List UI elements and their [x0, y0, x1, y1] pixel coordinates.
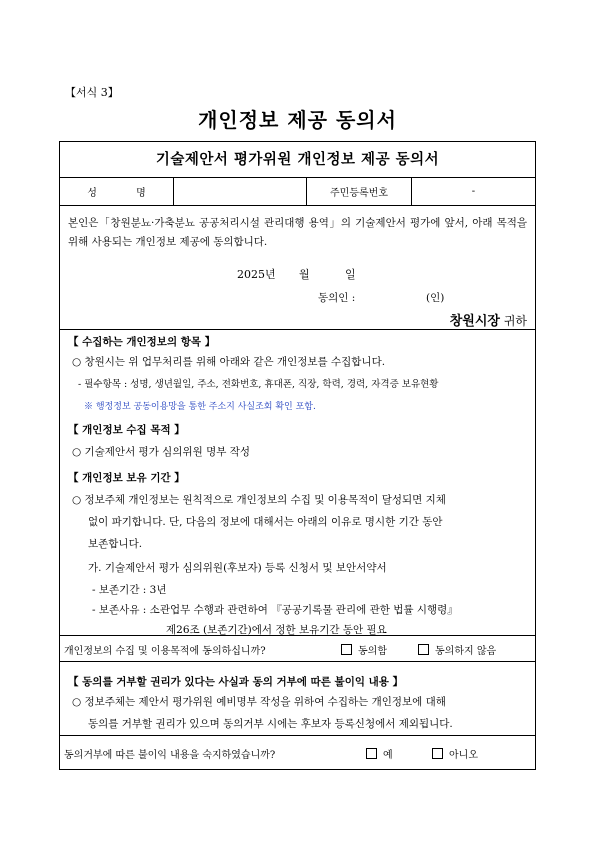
name-field[interactable] [174, 178, 307, 205]
refusal-line-2: 동의를 거부할 권리가 있으며 동의거부 시에는 후보자 등록신청에서 제외됩니다. [88, 718, 453, 730]
collect-line-1: ○ 창원시는 위 업무처리를 위해 아래와 같은 개인정보를 수집합니다. [72, 356, 386, 368]
retention-line-3: 보존합니다. [88, 538, 143, 550]
checkbox-no[interactable] [432, 748, 443, 759]
acknowledge-no-label: 아니오 [449, 750, 478, 761]
consent-agree-option[interactable] [341, 642, 387, 657]
checkbox-yes[interactable] [366, 748, 377, 759]
retention-line-6: - 보존사유 : 소관업무 수행과 관련하여 『공공기록물 관리에 관한 법률 시행령』 [92, 604, 458, 616]
date-day: 일 [345, 268, 356, 281]
retention-line-1: ○ 정보주체 개인정보는 원칙적으로 개인정보의 수집 및 이용목적이 달성되면 지체 [72, 494, 446, 506]
refusal-heading: 【 동의를 거부할 권리가 있다는 사실과 동의 거부에 따른 불이익 내용 】 [68, 676, 404, 688]
form-title: 기술제안서 평가위원 개인정보 제공 동의서 [60, 142, 535, 178]
collect-note: ※ 행정정보 공동이용망을 통한 주소지 사실조회 확인 포함. [84, 402, 316, 412]
rrn-dash: - [471, 186, 476, 197]
consent-question-text: 개인정보의 수집 및 이용목적에 동의하십니까? [64, 646, 266, 657]
consent-form [59, 141, 536, 770]
form-number: 【서식 3】 [65, 86, 119, 99]
collect-line-2: - 필수항목 : 성명, 생년월일, 주소, 전화번호, 휴대폰, 직장, 학력, 경력, 자격증 보유현황 [78, 379, 439, 390]
purpose-line-1: ○ 기술제안서 평가 심의위원 명부 작성 [72, 446, 250, 458]
acknowledge-no-option[interactable] [432, 746, 478, 761]
info-sections [60, 330, 535, 636]
retention-line-2: 없이 파기합니다. 단, 다음의 정보에 대해서는 아래의 이유로 명시한 기간 동안 [88, 516, 443, 528]
consenter-label: 동의인 : [318, 292, 356, 304]
refusal-line-1: ○ 정보주체는 제안서 평가위원 예비명부 작성을 위하여 수집하는 개인정보에 대해 [72, 696, 446, 708]
addressee-suffix: 귀하 [503, 314, 527, 328]
name-row [60, 178, 535, 206]
retention-line-4: 가. 기술제안서 평가 심의위원(후보자) 등록 신청서 및 보안서약서 [88, 562, 387, 574]
collect-heading: 【 수집하는 개인정보의 항목 】 [68, 336, 216, 348]
refusal-section [60, 662, 535, 736]
addressee-name: 창원시장 [449, 314, 500, 329]
rrn-label: 주민등록번호 [307, 178, 412, 205]
addressee [450, 310, 527, 329]
seal-mark: (인) [426, 292, 445, 304]
rrn-field[interactable] [412, 178, 535, 205]
consent-disagree-option[interactable] [418, 642, 496, 657]
page-title: 개인정보 제공 동의서 [198, 108, 397, 132]
acknowledge-yes-label: 예 [383, 750, 393, 761]
retention-line-5: - 보존기간 : 3년 [92, 584, 167, 596]
agreement-section [60, 206, 535, 330]
acknowledge-yes-option[interactable] [366, 746, 393, 761]
retention-line-7: 제26조 (보존기간)에서 정한 보유기간 동안 필요 [166, 624, 387, 636]
purpose-heading: 【 개인정보 수집 목적 】 [68, 424, 185, 436]
checkbox-agree[interactable] [341, 644, 352, 655]
checkbox-disagree[interactable] [418, 644, 429, 655]
date-year: 2025년 [237, 268, 276, 281]
consent-agree-label: 동의함 [358, 646, 387, 657]
name-label: 성 명 [60, 178, 174, 205]
acknowledge-question [60, 736, 535, 769]
retention-heading: 【 개인정보 보유 기간 】 [68, 472, 185, 484]
date-month: 월 [299, 268, 310, 281]
consent-disagree-label: 동의하지 않음 [435, 646, 497, 657]
consent-question [60, 636, 535, 662]
acknowledge-question-text: 동의거부에 따른 불이익 내용을 숙지하였습니까? [64, 750, 276, 761]
agreement-text: 본인은「창원분뇨·가축분뇨 공공처리시설 관리대행 용역」의 기술제안서 평가에 앞서, 아래 목적을 위해 사용되는 개인정보 제공에 동의합니다. [68, 217, 527, 248]
